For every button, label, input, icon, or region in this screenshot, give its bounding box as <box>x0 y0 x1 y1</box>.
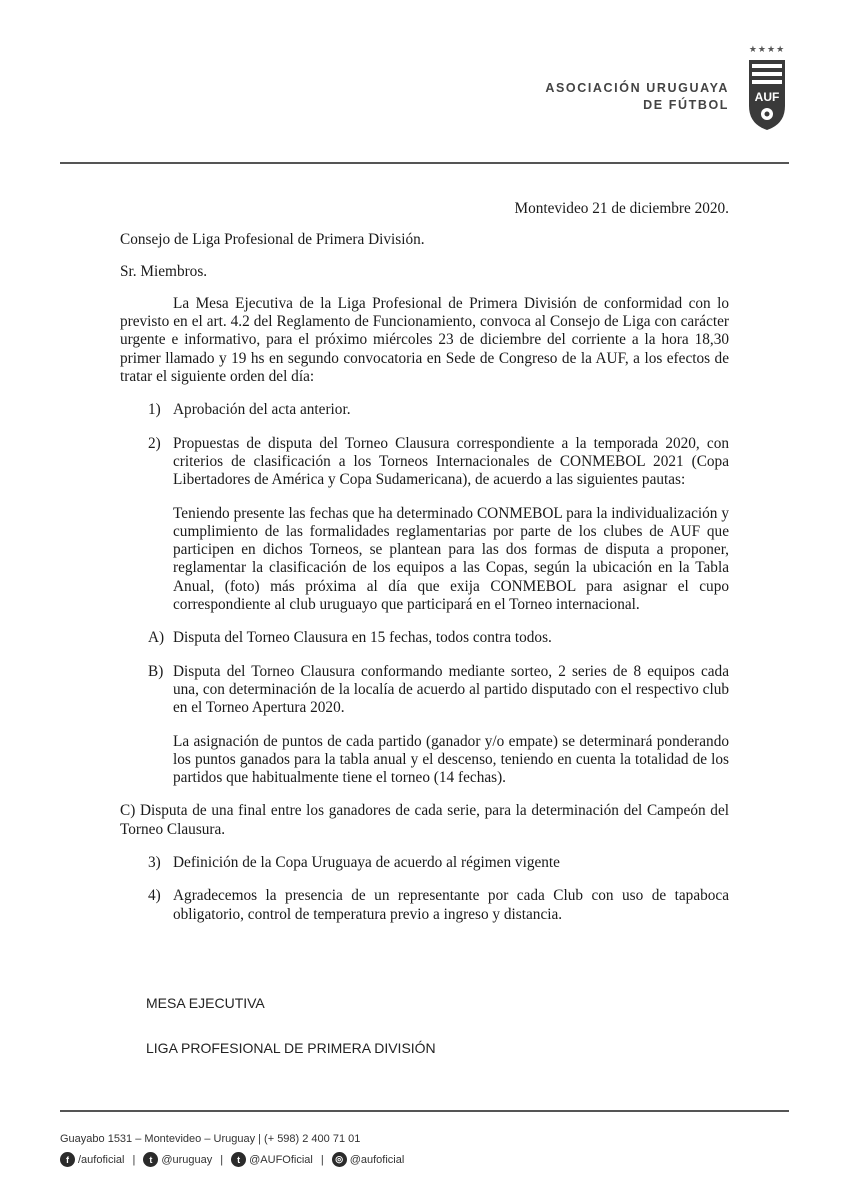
footer-address: Guayabo 1531 – Montevideo – Uruguay | (+ 598) 2 400 71 01 <box>60 1133 361 1145</box>
social-separator: | <box>132 1153 136 1166</box>
agenda-item-text <box>173 629 729 647</box>
agenda-item-text <box>173 854 729 872</box>
logo-letters: AUF <box>754 90 780 104</box>
instagram-icon: ◎ <box>332 1152 347 1167</box>
agenda-item-paragraph: Definición de la Copa Uruguaya de acuerdo al régimen vigente <box>173 854 560 872</box>
agenda-item-marker: B) <box>148 662 164 680</box>
footer-divider <box>60 1110 789 1112</box>
social-handle: @AUFOficial <box>249 1153 313 1166</box>
agenda-item-text <box>173 887 729 924</box>
agenda-list-end <box>120 854 729 924</box>
social-handle: @uruguay <box>161 1153 213 1166</box>
social-handle: /aufoficial <box>78 1153 125 1166</box>
signature-line-2: LIGA PROFESIONAL DE PRIMERA DIVISIÓN <box>146 1040 436 1056</box>
letter-date: Montevideo 21 de diciembre 2020. <box>514 200 729 217</box>
social-handle: @aufoficial <box>349 1153 405 1166</box>
agenda-item-marker: 1) <box>148 401 161 419</box>
agenda-item-paragraph: Teniendo presente las fechas que ha determinado CONMEBOL para la individualización y cumplimiento de las formalidades reglamentarias por parte de los clubes de AUF que participen en dichos Torneos, se plantean para las dos formas de disputa a proponer, reglamentar la clasificación de los equipos a las Copas, según la ubicación en la Tabla Anual, (foto) más próxima al día que exija CONMEBOL para asignar el cupo correspondiente al club uruguayo que participará en el Torneo internacional. <box>173 504 729 614</box>
agenda-item-paragraph: Disputa del Torneo Clausura conformando mediante sorteo, 2 series de 8 equipos cada una, con determinación de la localía de acuerdo al partido disputado con el respectivo club en el Torneo Apertura 2020. <box>173 662 729 717</box>
agenda-item-paragraph: Propuestas de disputa del Torneo Clausura correspondiente a la temporada 2020, con criterios de clasificación a los Torneos Internacionales de CONMEBOL 2021 (Copa Libertadores de América y Copa Sudamericana), de acuerdo a las siguientes pautas: <box>173 434 729 489</box>
letter-salutation: Sr. Miembros. <box>120 262 208 280</box>
social-link[interactable] <box>231 1152 313 1167</box>
agenda-item-text <box>173 663 729 788</box>
agenda-item-marker: 3) <box>148 854 161 872</box>
auf-logo <box>746 44 788 134</box>
agenda-item <box>120 401 729 419</box>
letterhead <box>0 0 849 165</box>
twitter-icon: t <box>231 1152 246 1167</box>
social-links <box>60 1152 412 1167</box>
agenda-item-text <box>173 435 729 615</box>
agenda-item <box>120 435 729 615</box>
letter-addressee: Consejo de Liga Profesional de Primera División. <box>120 231 425 249</box>
agenda-item-marker: A) <box>148 629 165 647</box>
agenda-item-marker: 4) <box>148 887 161 905</box>
org-name-line1: ASOCIACIÓN URUGUAYA <box>545 81 729 95</box>
organization-name <box>545 80 729 114</box>
agenda-list <box>120 401 729 787</box>
agenda-item-paragraph: Aprobación del acta anterior. <box>173 401 351 419</box>
intro-paragraph: La Mesa Ejecutiva de la Liga Profesional de Primera División de conformidad con lo previsto en el art. 4.2 del Reglamento de Funcionamiento, convoca al Consejo de Liga con carácter urgente e informativo, para el próximo miércoles 23 de diciembre del corriente a la hora 18,30 primer llamado y 19 hs en segundo convocatoria en Sede de Congreso de la AUF, a los efectos de tratar el siguiente orden del día: <box>120 294 729 386</box>
social-separator: | <box>320 1153 324 1166</box>
social-link[interactable] <box>60 1152 124 1167</box>
agenda-item-paragraph: La asignación de puntos de cada partido (ganador y/o empate) se determinará ponderando los puntos ganados para la tabla anual y el descenso, teniendo en cuenta la totalidad de los partidos que habitualmente tiene el torneo (14 fechas). <box>173 732 729 787</box>
agenda-item-text <box>173 401 729 419</box>
logo-stars: ★★★★ <box>748 44 786 54</box>
facebook-icon: f <box>60 1152 75 1167</box>
agenda-item-paragraph: Agradecemos la presencia de un representante por cada Club con uso de tapaboca obligatorio, control de temperatura previo a ingreso y distancia. <box>173 887 729 923</box>
twitter-icon: t <box>143 1152 158 1167</box>
agenda-item <box>120 854 729 872</box>
agenda-item <box>120 887 729 924</box>
letter-body <box>120 200 729 939</box>
org-name-line2: DE FÚTBOL <box>643 98 729 112</box>
agenda-item <box>120 629 729 647</box>
agenda-item-paragraph: Disputa del Torneo Clausura en 15 fechas, todos contra todos. <box>173 629 552 647</box>
auf-shield-icon <box>746 58 788 132</box>
social-separator: | <box>220 1153 224 1166</box>
signature-line-1: MESA EJECUTIVA <box>146 995 265 1011</box>
social-link[interactable] <box>332 1152 405 1167</box>
header-divider <box>60 162 789 164</box>
agenda-item <box>120 663 729 788</box>
agenda-item-marker: 2) <box>148 434 161 452</box>
social-link[interactable] <box>143 1152 212 1167</box>
agenda-item-c: C) Disputa de una final entre los ganadores de cada serie, para la determinación del Campeón del Torneo Clausura. <box>120 802 729 838</box>
